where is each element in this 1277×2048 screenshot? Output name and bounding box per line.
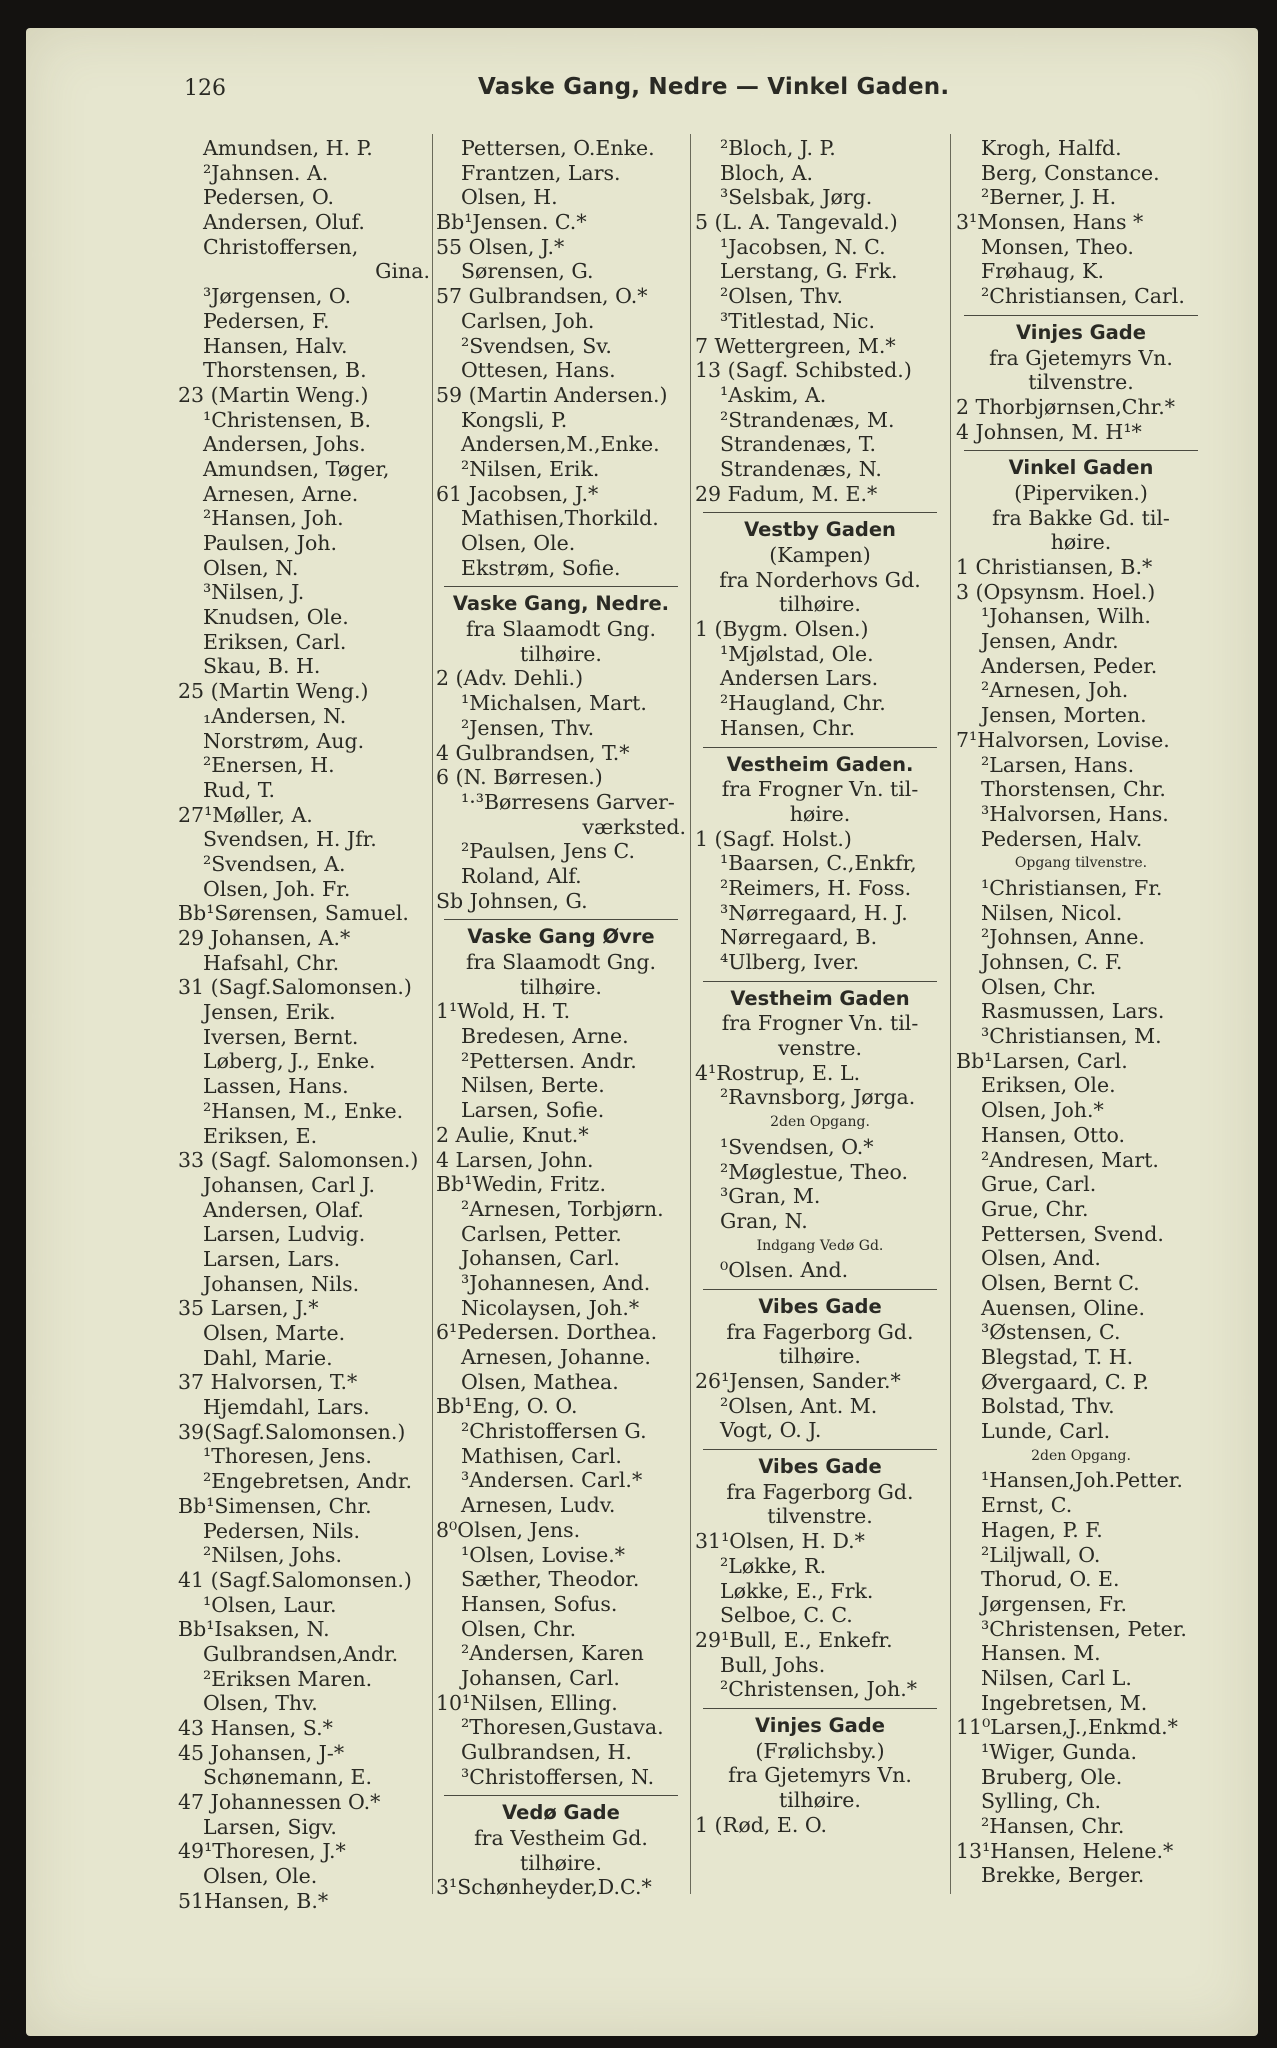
- resident-entry: 45 Johansen, J-*: [178, 1740, 345, 1765]
- resident-entry: 5 (L. A. Tangevald.): [695, 210, 898, 235]
- resident-entry: Skau, B. H.: [203, 654, 321, 679]
- resident-entry: Bull, Johs.: [720, 1652, 826, 1677]
- resident-entry: Frantzen, Lars.: [461, 160, 621, 185]
- resident-entry: Johansen, Carl.: [461, 1246, 620, 1271]
- resident-entry: Grue, Chr.: [981, 1196, 1089, 1221]
- resident-entry: Arnesen, Johanne.: [461, 1345, 651, 1369]
- resident-entry: 1 Christiansen, B.*: [956, 555, 1153, 579]
- resident-entry: 59 (Martin Andersen.): [436, 382, 668, 407]
- resident-entry: Schønemann, E.: [203, 1765, 372, 1790]
- street-heading: Vestheim Gaden: [730, 986, 910, 1010]
- resident-entry: Rasmussen, Lars.: [981, 999, 1165, 1024]
- resident-entry: Jensen, Andr.: [981, 629, 1119, 654]
- resident-entry: Andersen, Olaf.: [203, 1197, 364, 1222]
- resident-entry: Olsen, Joh. Fr.: [203, 876, 351, 901]
- column-1: [178, 136, 430, 1914]
- street-heading: Vibes Gade: [758, 1294, 882, 1318]
- resident-entry: Grue, Carl.: [981, 1172, 1097, 1197]
- column-divider: [950, 134, 951, 1894]
- resident-entry: ²Haugland, Chr.: [720, 691, 886, 716]
- resident-entry: 4 Larsen, John.: [436, 1147, 594, 1172]
- street-note: fra Vestheim Gd.: [474, 1826, 648, 1851]
- street-note: Indgang Vedø Gd.: [756, 1237, 884, 1254]
- resident-entry: ²Arnesen, Joh.: [981, 678, 1129, 703]
- section-rule: [444, 919, 678, 920]
- street-heading: Vestheim Gaden.: [726, 752, 914, 776]
- resident-entry: Pedersen, Halv.: [981, 826, 1143, 851]
- resident-entry: ²Christoffersen G.: [461, 1419, 647, 1444]
- resident-entry: ²Paulsen, Jens C.: [461, 839, 636, 864]
- resident-entry: Bloch, A.: [720, 160, 814, 185]
- resident-entry: Hjemdahl, Lars.: [203, 1395, 370, 1420]
- resident-entry: 29 Fadum, M. E.*: [695, 481, 878, 506]
- resident-entry: Gina.: [375, 259, 430, 284]
- resident-entry: Bb¹Simensen, Chr.: [178, 1493, 372, 1518]
- street-heading: Vedø Gade: [502, 1801, 620, 1825]
- resident-entry: Eriksen, Carl.: [203, 629, 347, 654]
- resident-entry: 29¹Bull, E., Enkefr.: [695, 1627, 893, 1652]
- resident-entry: Nørregaard, B.: [720, 925, 878, 950]
- resident-entry: ³Østensen, C.: [981, 1320, 1121, 1345]
- resident-entry: ²Reimers, H. Foss.: [720, 875, 912, 900]
- resident-entry: Amundsen, H. P.: [203, 136, 373, 160]
- resident-entry: Thorstensen, B.: [203, 358, 367, 383]
- street-heading: Vinkel Gaden: [1008, 456, 1154, 480]
- resident-entry: Olsen, Thv.: [203, 1691, 318, 1716]
- resident-entry: Pedersen, F.: [203, 308, 330, 333]
- resident-entry: ²Enersen, H.: [203, 753, 335, 778]
- resident-entry: Berg, Constance.: [981, 160, 1160, 185]
- resident-entry: Ekstrøm, Sofie.: [461, 555, 621, 580]
- resident-entry: ²Hansen, Joh.: [203, 506, 344, 531]
- running-head: Vaske Gang, Nedre — Vinkel Gaden.: [478, 74, 950, 100]
- street-note: fra Gjetemyrs Vn.: [989, 345, 1173, 370]
- resident-entry: Amundsen, Tøger,: [203, 456, 390, 481]
- resident-entry: 4 Gulbrandsen, T.*: [436, 740, 630, 765]
- street-note: fra Frogner Vn. til-: [721, 1011, 919, 1036]
- resident-entry: Carlsen, Joh.: [461, 308, 595, 333]
- resident-entry: 26¹Jensen, Sander.*: [695, 1369, 901, 1393]
- resident-entry: ²Ravnsborg, Jørga.: [720, 1085, 916, 1110]
- resident-entry: ³Jørgensen, O.: [203, 284, 352, 309]
- resident-entry: Olsen, Marte.: [203, 1321, 346, 1345]
- resident-entry: Gran, N.: [720, 1208, 808, 1233]
- street-note: (Piperviken.): [1014, 480, 1148, 505]
- resident-entry: Bb¹Wedin, Fritz.: [436, 1172, 606, 1197]
- resident-entry: Nilsen, Berte.: [461, 1073, 605, 1098]
- resident-entry: Paulsen, Joh.: [203, 531, 338, 555]
- resident-entry: ¹Olsen, Laur.: [203, 1592, 337, 1617]
- column-3: [695, 136, 945, 1837]
- resident-entry: Krogh, Halfd.: [981, 136, 1122, 160]
- resident-entry: ¹Jacobsen, N. C.: [720, 234, 886, 259]
- resident-entry: Sylling, Ch.: [981, 1789, 1102, 1814]
- section-rule: [703, 512, 937, 513]
- resident-entry: Bredesen, Arne.: [461, 1024, 629, 1049]
- street-note: fra Fagerborg Gd.: [726, 1319, 914, 1344]
- street-note: fra Bakke Gd. til-: [992, 505, 1170, 530]
- resident-entry: 1¹Wold, H. T.: [436, 999, 571, 1024]
- column-2: [436, 136, 686, 1900]
- resident-entry: 25 (Martin Weng.): [178, 679, 369, 704]
- resident-entry: Pedersen, Nils.: [203, 1518, 361, 1543]
- resident-entry: Olsen, And.: [981, 1246, 1101, 1271]
- resident-entry: ²Hansen, Chr.: [981, 1814, 1125, 1839]
- resident-entry: Frøhaug, K.: [981, 259, 1104, 284]
- resident-entry: Løkke, E., Frk.: [720, 1578, 874, 1603]
- resident-entry: Andersen Lars.: [720, 666, 879, 691]
- section-rule: [964, 315, 1198, 316]
- resident-entry: ¹·³Børresens Garver-: [461, 789, 675, 814]
- resident-entry: ²Liljwall, O.: [981, 1542, 1101, 1567]
- street-note: tilhøire.: [779, 592, 861, 617]
- resident-entry: Blegstad, T. H.: [981, 1345, 1134, 1369]
- section-rule: [703, 1449, 937, 1450]
- resident-entry: Johansen, Carl.: [461, 1665, 620, 1690]
- street-heading: Vaske Gang Øvre: [467, 925, 655, 949]
- street-note: tilhøire.: [520, 1850, 602, 1875]
- resident-entry: Thorstensen, Chr.: [981, 777, 1166, 802]
- resident-entry: Larsen, Sigv.: [203, 1814, 337, 1839]
- resident-entry: Larsen, Sofie.: [461, 1098, 605, 1123]
- resident-entry: ¹Christiansen, Fr.: [981, 875, 1163, 900]
- resident-entry: Brekke, Berger.: [981, 1863, 1145, 1888]
- resident-entry: 2 (Adv. Dehli.): [436, 666, 584, 691]
- resident-entry: ²Møglestue, Theo.: [720, 1159, 908, 1184]
- resident-entry: Hansen, Otto.: [981, 1122, 1125, 1147]
- resident-entry: Vogt, O. J.: [720, 1418, 822, 1443]
- street-note: Opgang tilvenstre.: [1014, 855, 1148, 872]
- resident-entry: Hansen, Chr.: [720, 715, 856, 740]
- section-rule: [444, 1795, 678, 1796]
- resident-entry: 51Hansen, B.*: [178, 1888, 329, 1913]
- resident-entry: Bb¹Larsen, Carl.: [956, 1048, 1128, 1073]
- column-divider: [432, 134, 433, 1894]
- resident-entry: Hansen. M.: [981, 1641, 1101, 1666]
- resident-entry: Gulbrandsen,Andr.: [203, 1641, 399, 1666]
- resident-entry: ³Christensen, Peter.: [981, 1616, 1187, 1641]
- resident-entry: Olsen, N.: [203, 555, 299, 580]
- resident-entry: Hansen, Sofus.: [461, 1591, 618, 1616]
- resident-entry: 31¹Olsen, H. D.*: [695, 1529, 865, 1554]
- resident-entry: Knudsen, Ole.: [203, 605, 349, 630]
- section-rule: [703, 747, 937, 748]
- resident-entry: Olsen, Joh.*: [981, 1098, 1104, 1123]
- resident-entry: 1 (Rød, E. O.: [695, 1812, 827, 1837]
- resident-entry: ¹Johansen, Wilh.: [981, 604, 1151, 629]
- resident-entry: Andersen, Peder.: [981, 653, 1158, 678]
- resident-entry: 57 Gulbrandsen, O.*: [436, 284, 648, 309]
- resident-entry: Eriksen, E.: [203, 1123, 318, 1148]
- resident-entry: Løberg, J., Enke.: [203, 1049, 376, 1074]
- resident-entry: Jensen, Erik.: [203, 1000, 336, 1025]
- resident-entry: Strandenæs, T.: [720, 432, 876, 457]
- resident-entry: ²Olsen, Ant. M.: [720, 1393, 878, 1418]
- resident-entry: Ernst, C.: [981, 1493, 1073, 1518]
- resident-entry: ³Gran, M.: [720, 1184, 821, 1209]
- resident-entry: Hagen, P. F.: [981, 1517, 1103, 1542]
- resident-entry: 13¹Hansen, Helene.*: [956, 1838, 1174, 1863]
- resident-entry: ²Strandenæs, M.: [720, 407, 895, 432]
- resident-entry: ¹Wiger, Gunda.: [981, 1740, 1137, 1764]
- resident-entry: 41 (Sagf.Salomonsen.): [178, 1567, 412, 1592]
- resident-entry: ²Svendsen, A.: [203, 851, 346, 876]
- street-heading: Vinjes Gade: [755, 1713, 885, 1737]
- resident-entry: 4¹Rostrup, E. L.: [695, 1060, 861, 1085]
- resident-entry: Bruberg, Ole.: [981, 1764, 1123, 1789]
- resident-entry: 35 Larsen, J.*: [178, 1296, 319, 1321]
- resident-entry: 3¹Monsen, Hans *: [956, 210, 1144, 235]
- resident-entry: ³Nørregaard, H. J.: [720, 900, 908, 925]
- resident-entry: ²Jahnsen. A.: [203, 160, 329, 185]
- resident-entry: Ottesen, Hans.: [461, 358, 616, 383]
- street-note: fra Slaamodt Gng.: [465, 950, 657, 974]
- resident-entry: ²Larsen, Hans.: [981, 752, 1135, 777]
- resident-entry: ²Løkke, R.: [720, 1553, 827, 1578]
- resident-entry: ³Nilsen, J.: [203, 580, 305, 605]
- resident-entry: 2 Aulie, Knut.*: [436, 1122, 589, 1147]
- resident-entry: Pedersen, O.: [203, 185, 335, 210]
- resident-entry: 3 (Opsynsm. Hoel.): [956, 579, 1156, 604]
- resident-entry: Andersen,M.,Enke.: [461, 432, 660, 457]
- resident-entry: 7¹Halvorsen, Lovise.: [956, 727, 1170, 752]
- resident-entry: Iversen, Bernt.: [203, 1024, 359, 1049]
- street-heading: Vestby Gaden: [744, 518, 896, 542]
- resident-entry: Norstrøm, Aug.: [203, 728, 365, 753]
- resident-entry: Monsen, Theo.: [981, 234, 1134, 259]
- street-note: høire.: [789, 801, 851, 826]
- resident-entry: Kongsli, P.: [461, 407, 568, 432]
- resident-entry: Bb¹Sørensen, Samuel.: [178, 901, 409, 926]
- street-heading: Vibes Gade: [758, 1455, 882, 1479]
- resident-entry: Olsen, Chr.: [981, 974, 1097, 999]
- resident-entry: ²Nilsen, Johs.: [203, 1543, 342, 1568]
- resident-entry: Lassen, Hans.: [203, 1074, 349, 1099]
- resident-entry: 49¹Thoresen, J.*: [178, 1839, 346, 1864]
- resident-entry: Andersen, Oluf.: [203, 210, 365, 235]
- resident-entry: ²Johnsen, Anne.: [981, 925, 1145, 950]
- page-number: 126: [184, 76, 226, 101]
- resident-entry: Øvergaard, C. P.: [981, 1369, 1149, 1394]
- street-heading: Vaske Gang, Nedre.: [452, 592, 670, 616]
- resident-entry: ¹Christensen, B.: [203, 407, 372, 432]
- resident-entry: Sb Johnsen, G.: [436, 888, 588, 913]
- resident-entry: 33 (Sagf. Salomonsen.): [178, 1148, 419, 1173]
- street-note: tilhøire.: [520, 641, 602, 666]
- resident-entry: Sørensen, G.: [461, 259, 594, 284]
- resident-entry: Johansen, Nils.: [203, 1271, 360, 1296]
- resident-entry: ²Pettersen. Andr.: [461, 1048, 637, 1073]
- resident-entry: 8⁰Olsen, Jens.: [436, 1517, 581, 1542]
- resident-entry: Hafsahl, Chr.: [203, 950, 340, 975]
- resident-entry: ²Arnesen, Torbjørn.: [461, 1196, 664, 1221]
- resident-entry: ⁴Ulberg, Iver.: [720, 950, 860, 974]
- resident-entry: 6 (N. Børresen.): [436, 765, 603, 790]
- resident-entry: 29 Johansen, A.*: [178, 926, 351, 950]
- resident-entry: Pettersen, O.Enke.: [461, 136, 655, 160]
- resident-entry: Mathisen, Carl.: [461, 1443, 622, 1468]
- resident-entry: Dahl, Marie.: [203, 1345, 333, 1370]
- resident-entry: Andersen, Johs.: [203, 432, 366, 457]
- resident-entry: 1 (Bygm. Olsen.): [695, 617, 869, 642]
- resident-entry: Mathisen,Thorkild.: [461, 506, 659, 531]
- street-note: fra Slaamodt Gng.: [465, 617, 657, 642]
- resident-entry: Eriksen, Ole.: [981, 1073, 1116, 1098]
- resident-entry: Olsen, Mathea.: [461, 1369, 619, 1394]
- resident-entry: ²Bloch, J. P.: [720, 136, 836, 160]
- resident-entry: Olsen, H.: [461, 185, 558, 210]
- resident-entry: ⁰Olsen. And.: [720, 1258, 849, 1283]
- resident-entry: 39(Sagf.Salomonsen.): [178, 1419, 406, 1444]
- resident-entry: Gulbrandsen, H.: [461, 1740, 632, 1764]
- street-note: fra Fagerborg Gd.: [726, 1479, 914, 1504]
- resident-entry: Strandenæs, N.: [720, 456, 882, 481]
- resident-entry: ¹Hansen,Joh.Petter.: [981, 1468, 1183, 1493]
- resident-entry: Olsen, Ole.: [203, 1864, 318, 1889]
- resident-entry: ¹Thoresen, Jens.: [203, 1444, 372, 1469]
- section-rule: [703, 1708, 937, 1709]
- resident-entry: 27¹Møller, A.: [178, 802, 313, 827]
- column-4: [956, 136, 1206, 1888]
- resident-entry: Carlsen, Petter.: [461, 1221, 622, 1246]
- resident-entry: Christoffersen,: [203, 234, 359, 259]
- resident-entry: Lerstang, G. Frk.: [720, 259, 898, 284]
- resident-entry: ²Eriksen Maren.: [203, 1666, 373, 1691]
- street-note: (Frølichsby.): [755, 1738, 885, 1763]
- resident-entry: 10¹Nilsen, Elling.: [436, 1690, 618, 1715]
- resident-entry: Pettersen, Svend.: [981, 1221, 1164, 1246]
- resident-entry: Hansen, Halv.: [203, 333, 348, 358]
- resident-entry: Jørgensen, Fr.: [981, 1591, 1127, 1616]
- resident-entry: Arnesen, Ludv.: [461, 1493, 616, 1518]
- street-note: tilvenstre.: [1028, 370, 1134, 395]
- resident-entry: ¹Askim, A.: [720, 382, 827, 407]
- resident-entry: Nilsen, Carl L.: [981, 1665, 1132, 1690]
- resident-entry: Johansen, Carl J.: [203, 1172, 375, 1197]
- resident-entry: ¹Olsen, Lovise.*: [461, 1542, 625, 1567]
- street-note: fra Norderhovs Gd.: [719, 567, 921, 592]
- resident-entry: ³Johannesen, And.: [461, 1270, 651, 1295]
- resident-entry: ²Christiansen, Carl.: [981, 284, 1185, 309]
- resident-entry: Ingebretsen, M.: [981, 1690, 1148, 1715]
- column-divider: [690, 134, 691, 1894]
- street-note: venstre.: [777, 1036, 863, 1061]
- resident-entry: Sæther, Theodor.: [461, 1567, 640, 1592]
- street-note: 2den Opgang.: [1031, 1447, 1131, 1464]
- resident-entry: 1 (Sagf. Holst.): [695, 826, 852, 851]
- resident-entry: 61 Jacobsen, J.*: [436, 481, 599, 506]
- resident-entry: ²Andresen, Mart.: [981, 1147, 1159, 1172]
- resident-entry: 6¹Pedersen. Dorthea.: [436, 1320, 658, 1345]
- resident-entry: Bb¹Jensen. C.*: [436, 210, 587, 235]
- resident-entry: ³Titlestad, Nic.: [720, 308, 876, 333]
- resident-entry: 3¹Schønheyder,D.C.*: [436, 1875, 652, 1900]
- street-note: tilhøire.: [779, 1788, 861, 1812]
- resident-entry: Selboe, C. C.: [720, 1603, 853, 1628]
- street-note: 2den Opgang.: [770, 1114, 870, 1131]
- resident-entry: ³Christoffersen, N.: [461, 1764, 655, 1789]
- resident-entry: ¹Svendsen, O.*: [720, 1134, 874, 1159]
- section-rule: [444, 586, 678, 587]
- resident-entry: ¹Mjølstad, Ole.: [720, 641, 874, 666]
- resident-entry: ²Nilsen, Erik.: [461, 456, 600, 481]
- resident-entry: 7 Wettergreen, M.*: [695, 333, 896, 358]
- resident-entry: ²Svendsen, Sv.: [461, 333, 612, 358]
- resident-entry: Svendsen, H. Jfr.: [203, 827, 377, 852]
- resident-entry: Jensen, Morten.: [981, 703, 1147, 728]
- resident-entry: Olsen, Bernt C.: [981, 1270, 1140, 1295]
- section-rule: [703, 981, 937, 982]
- resident-entry: Bb¹Isaksen, N.: [178, 1617, 330, 1642]
- resident-entry: Nicolaysen, Joh.*: [461, 1295, 640, 1320]
- resident-entry: 47 Johannessen O.*: [178, 1790, 381, 1815]
- resident-entry: Lunde, Carl.: [981, 1419, 1111, 1444]
- resident-entry: 43 Hansen, S.*: [178, 1716, 333, 1740]
- resident-entry: 13 (Sagf. Schibsted.): [695, 358, 912, 383]
- resident-entry: Nilsen, Nicol.: [981, 900, 1123, 925]
- resident-entry: 37 Halvorsen, T.*: [178, 1370, 358, 1395]
- resident-entry: ²Christensen, Joh.*: [720, 1677, 917, 1702]
- street-note: fra Gjetemyrs Vn.: [728, 1763, 912, 1788]
- street-note: tilhøire.: [520, 974, 602, 999]
- resident-entry: Auensen, Oline.: [981, 1295, 1145, 1320]
- resident-entry: ₁Andersen, N.: [203, 703, 347, 728]
- resident-entry: Bolstad, Thv.: [981, 1394, 1115, 1419]
- resident-entry: Roland, Alf.: [461, 863, 582, 888]
- resident-entry: ²Jensen, Thv.: [461, 715, 595, 740]
- resident-entry: ²Olsen, Thv.: [720, 284, 844, 309]
- street-note: høire.: [1050, 530, 1112, 555]
- resident-entry: ²Hansen, M., Enke.: [203, 1098, 404, 1123]
- resident-entry: ³Andersen. Carl.*: [461, 1468, 643, 1493]
- resident-entry: Arnesen, Arne.: [203, 481, 359, 506]
- resident-entry: ²Berner, J. H.: [981, 185, 1117, 210]
- resident-entry: ²Andersen, Karen: [461, 1641, 644, 1666]
- street-note: fra Frogner Vn. til-: [721, 777, 919, 802]
- resident-entry: Olsen, Ole.: [461, 531, 576, 555]
- resident-entry: Larsen, Lars.: [203, 1246, 341, 1271]
- resident-entry: Thorud, O. E.: [981, 1567, 1120, 1592]
- resident-entry: 4 Johnsen, M. H¹*: [956, 419, 1142, 444]
- resident-entry: ³Halvorsen, Hans.: [981, 801, 1169, 826]
- section-rule: [964, 450, 1198, 451]
- resident-entry: ¹Michalsen, Mart.: [461, 691, 647, 716]
- street-note: (Kampen): [769, 543, 871, 567]
- section-rule: [703, 1289, 937, 1290]
- resident-entry: Olsen, Chr.: [461, 1616, 577, 1641]
- street-note: tilvenstre.: [767, 1504, 873, 1529]
- resident-entry: ¹Baarsen, C.,Enkfr,: [720, 851, 917, 876]
- resident-entry: Bb¹Eng, O. O.: [436, 1394, 578, 1419]
- resident-entry: 11⁰Larsen,J.,Enkmd.*: [956, 1715, 1178, 1740]
- resident-entry: 23 (Martin Weng.): [178, 382, 369, 407]
- resident-entry: ²Engebretsen, Andr.: [203, 1469, 413, 1494]
- resident-entry: ³Christiansen, M.: [981, 1024, 1162, 1049]
- resident-entry: 2 Thorbjørnsen,Chr.*: [956, 394, 1175, 419]
- resident-entry: Rud, T.: [203, 777, 275, 802]
- street-note: tilhøire.: [779, 1344, 861, 1369]
- resident-entry: Johnsen, C. F.: [981, 950, 1123, 974]
- resident-entry: Larsen, Ludvig.: [203, 1222, 366, 1247]
- resident-entry: ²Thoresen,Gustava.: [461, 1715, 664, 1740]
- street-heading: Vinjes Gade: [1016, 320, 1146, 344]
- resident-entry: 31 (Sagf.Salomonsen.): [178, 975, 412, 1000]
- resident-entry: værksted.: [582, 814, 686, 839]
- resident-entry: 55 Olsen, J.*: [436, 234, 565, 259]
- resident-entry: ³Selsbak, Jørg.: [720, 185, 873, 210]
